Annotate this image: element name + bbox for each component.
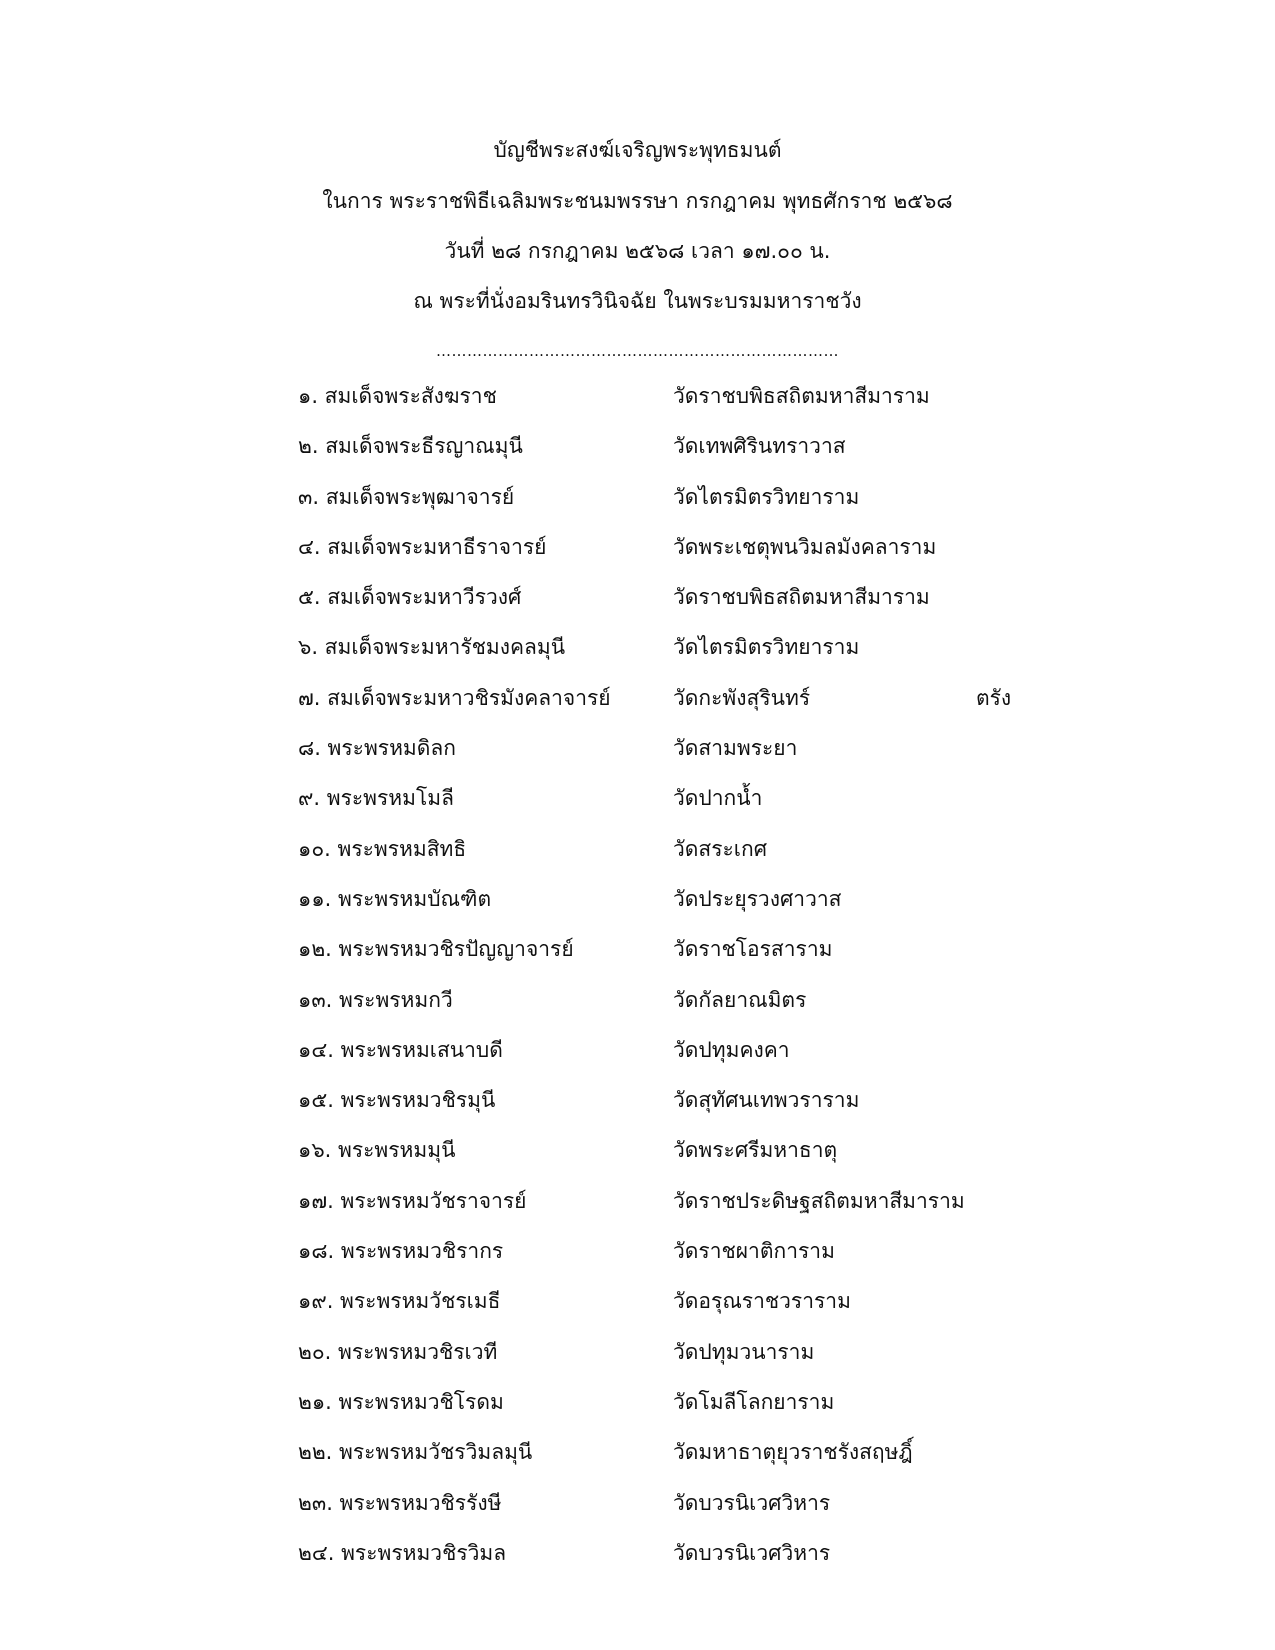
monk-temple: วัดราชผาติการาม: [673, 1239, 835, 1264]
dotted-separator: ……………………………………………………………………: [436, 342, 839, 360]
list-item: [0, 1337, 1275, 1387]
monk-temple: วัดประยุรวงศาวาส: [673, 886, 842, 911]
list-item: [0, 1488, 1275, 1538]
list-item: [0, 884, 1275, 934]
list-item: [0, 582, 1275, 632]
list-item: [0, 1538, 1275, 1588]
monk-name: ๒๓. พระพรหมวชิรรังษี: [298, 1490, 502, 1515]
list-item: [0, 683, 1275, 733]
monk-name: ๔. สมเด็จพระมหาธีราจารย์: [298, 534, 547, 559]
monk-temple: วัดสุทัศนเทพวราราม: [673, 1088, 860, 1113]
list-item: [0, 1186, 1275, 1236]
monk-name: ๓. สมเด็จพระพุฒาจารย์: [298, 484, 515, 509]
monk-name: ๙. พระพรหมโมลี: [298, 786, 454, 811]
monk-name: ๒๐. พระพรหมวชิรเวที: [298, 1339, 498, 1364]
monk-name: ๑๔. พระพรหมเสนาบดี: [298, 1037, 503, 1062]
monk-name: ๒๒. พระพรหมวัชรวิมลมุนี: [298, 1440, 533, 1465]
list-item: [0, 632, 1275, 682]
monk-list: [0, 381, 1275, 1588]
list-item: [0, 934, 1275, 984]
monk-temple: วัดราชโอรสาราม: [673, 937, 833, 962]
monk-temple: วัดโมลีโลกยาราม: [673, 1389, 835, 1414]
monk-temple: วัดไตรมิตรวิทยาราม: [673, 484, 860, 509]
monk-name: ๑๓. พระพรหมกวี: [298, 987, 453, 1012]
list-item: [0, 733, 1275, 783]
monk-temple: วัดปทุมวนาราม: [673, 1339, 815, 1364]
list-item: [0, 1387, 1275, 1437]
monk-province: ตรัง: [976, 685, 1012, 710]
monk-name: ๑๐. พระพรหมสิทธิ: [298, 836, 467, 861]
monk-name: ๑๘. พระพรหมวชิรากร: [298, 1239, 504, 1264]
list-item: [0, 985, 1275, 1035]
monk-name: ๒๔. พระพรหมวชิรวิมล: [298, 1540, 507, 1565]
monk-temple: วัดไตรมิตรวิทยาราม: [673, 635, 860, 660]
list-item: [0, 431, 1275, 481]
monk-name: ๖. สมเด็จพระมหารัชมงคลมุนี: [298, 635, 566, 660]
monk-name: ๑๒. พระพรหมวชิรปัญญาจารย์: [298, 937, 574, 962]
monk-temple: วัดบวรนิเวศวิหาร: [673, 1490, 831, 1515]
ceremony-venue: ณ พระที่นั่งอมรินทรวินิจฉัย ในพระบรมมหาราชวัง: [413, 289, 862, 313]
list-item: [0, 482, 1275, 532]
monk-name: ๑๑. พระพรหมบัณฑิต: [298, 886, 492, 911]
monk-temple: วัดปากน้ำ: [673, 786, 763, 811]
list-item: [0, 1236, 1275, 1286]
monk-temple: วัดพระเชตุพนวิมลมังคลาราม: [673, 534, 937, 559]
ceremony-datetime: วันที่ ๒๘ กรกฎาคม ๒๕๖๘ เวลา ๑๗.๐๐ น.: [444, 239, 831, 263]
monk-name: ๕. สมเด็จพระมหาวีรวงศ์: [298, 585, 522, 610]
list-item: [0, 532, 1275, 582]
monk-name: ๘. พระพรหมดิลก: [298, 736, 456, 761]
monk-temple: วัดสามพระยา: [673, 736, 798, 761]
monk-name: ๑๖. พระพรหมมุนี: [298, 1138, 456, 1163]
monk-temple: วัดอรุณราชวราราม: [673, 1289, 851, 1314]
monk-temple: วัดสระเกศ: [673, 836, 768, 861]
monk-temple: วัดราชบพิธสถิตมหาสีมาราม: [673, 384, 930, 408]
monk-name: ๗. สมเด็จพระมหาวชิรมังคลาจารย์: [298, 685, 611, 710]
list-item: [0, 1035, 1275, 1085]
monk-temple: วัดกัลยาณมิตร: [673, 987, 807, 1012]
monk-name: ๒๑. พระพรหมวชิโรดม: [298, 1389, 504, 1414]
monk-name: ๑๕. พระพรหมวชิรมุนี: [298, 1088, 496, 1113]
monk-temple: วัดกะพังสุรินทร์: [673, 685, 811, 710]
monk-temple: วัดราชบพิธสถิตมหาสีมาราม: [673, 585, 930, 610]
monk-name: ๑. สมเด็จพระสังฆราช: [298, 384, 497, 408]
monk-temple: วัดพระศรีมหาธาตุ: [673, 1138, 838, 1163]
list-item: [0, 1085, 1275, 1135]
list-item: [0, 834, 1275, 884]
ceremony-occasion: ในการ พระราชพิธีเฉลิมพระชนมพรรษา กรกฎาคม พุทธศักราช ๒๕๖๘: [322, 189, 953, 213]
monk-name: ๑๗. พระพรหมวัชราจารย์: [298, 1188, 527, 1213]
monk-name: ๑๙. พระพรหมวัชรเมธี: [298, 1289, 501, 1314]
monk-temple: วัดปทุมคงคา: [673, 1037, 790, 1062]
list-item: [0, 1286, 1275, 1336]
monk-name: ๒. สมเด็จพระธีรญาณมุนี: [298, 434, 523, 459]
list-item: [0, 783, 1275, 833]
list-item: [0, 1135, 1275, 1185]
monk-temple: วัดเทพศิรินทราวาส: [673, 434, 846, 459]
monk-temple: วัดมหาธาตุยุวราชรังสฤษฎิ์: [673, 1440, 913, 1465]
monk-temple: วัดราชประดิษฐสถิตมหาสีมาราม: [673, 1188, 965, 1213]
list-item: [0, 1437, 1275, 1487]
document-title: บัญชีพระสงฆ์เจริญพระพุทธมนต์: [493, 138, 782, 162]
monk-temple: วัดบวรนิเวศวิหาร: [673, 1540, 831, 1565]
list-item: [0, 381, 1275, 431]
